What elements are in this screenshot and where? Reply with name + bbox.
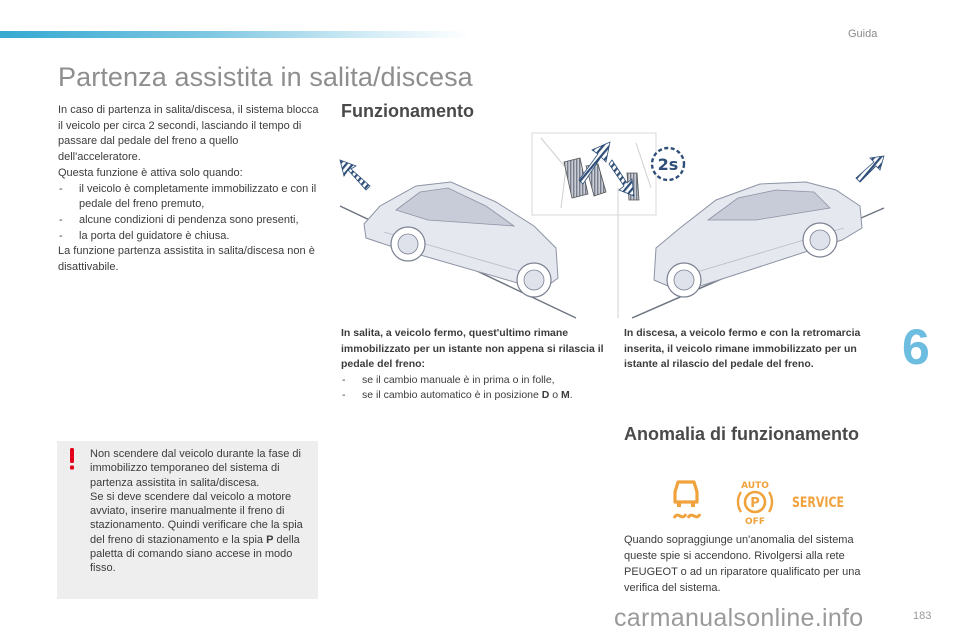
list-item: - il veicolo è completamente immobilizzato e con il pedale del freno premuto, — [58, 182, 320, 213]
page-number: 183 — [913, 610, 932, 622]
car-uphill-drawing — [364, 182, 558, 297]
watermark: carmanualsonline.info — [614, 604, 864, 632]
backward-arrow-icon — [340, 160, 370, 190]
intro-closing: La funzione partenza assistita in salita/discesa non è disattivabile. — [58, 245, 315, 274]
forward-arrow-icon — [856, 156, 884, 182]
chapter-number: 6 — [902, 319, 930, 375]
car-downhill-drawing — [654, 182, 862, 297]
warning-text — [90, 447, 316, 576]
header-accent-bar — [0, 31, 470, 38]
list-item: - alcune condizioni di pendenza sono presenti, — [58, 213, 320, 229]
service-warning-icon — [792, 495, 844, 511]
p-label: P — [750, 496, 760, 511]
gear-m-label: M — [561, 389, 570, 401]
list-item: - se il cambio manuale è in prima o in folle, — [341, 373, 606, 389]
list-item: - la porta del guidatore è chiusa. — [58, 229, 320, 245]
intro-text — [58, 103, 320, 276]
conditions-list — [58, 182, 320, 245]
off-label: OFF — [745, 517, 765, 527]
page-title: Partenza assistita in salita/discesa — [58, 62, 473, 92]
gear-d-label: D — [541, 389, 550, 401]
downhill-description: In discesa, a veicolo fermo e con la retromarcia inserita, il veicolo rimane immobilizzato per un istante al rilascio del pedale del freno. — [624, 327, 861, 370]
uphill-list — [341, 373, 606, 404]
intro-paragraph: In caso di partenza in salita/discesa, il sistema blocca il veicolo per circa 2 secondi, lasciando il tempo di passare dal pedale del freno a quello dell'acceleratore. — [58, 104, 319, 164]
section-label: Guida — [848, 28, 878, 40]
service-label: SERVICE — [792, 495, 844, 511]
anomalia-text: Quando sopraggiunge un'anomalia del sistema queste spie si accendono. Rivolgersi alla rete PEUGEOT o ad un riparatore qualificato per una verifica del sistema. — [624, 534, 861, 594]
warning-paragraph: Non scendere dal veicolo durante la fase di immobilizzo temporaneo del sistema di partenza assistita in salita/discesa. — [90, 448, 301, 489]
pedal-switch-arrow-icon — [579, 142, 634, 196]
conditions-intro: Questa funzione è attiva solo quando: — [58, 166, 243, 179]
section-heading-funzionamento: Funzionamento — [341, 101, 474, 121]
timer-label: 2s — [657, 155, 679, 174]
auto-label: AUTO — [741, 481, 769, 491]
warning-lights-row — [668, 478, 848, 526]
uphill-description — [341, 326, 606, 404]
p-indicator-label: P — [266, 533, 274, 546]
uphill-lead: In salita, a veicolo fermo, quest'ultimo rimane immobilizzato per un istante non appena si rilascia il pedale del freno: — [341, 327, 604, 370]
exclamation-icon — [67, 447, 77, 471]
section-heading-anomalia: Anomalia di funzionamento — [624, 424, 860, 444]
hill-start-illustration — [336, 128, 886, 324]
warning-paragraph: Se si deve scendere dal veicolo a motore avviato, inserire manualmente il freno di stazionamento. Quindi verificare che la spia del freno di stazionamento e la spia P della paletta di comando siano accese in modo fisso. — [90, 490, 303, 575]
timer-icon — [652, 148, 684, 180]
auto-p-off-warning-icon — [738, 481, 772, 527]
list-item: - se il cambio automatico è in posizione D o M. — [341, 388, 606, 404]
skidding-car-warning-icon — [674, 482, 700, 518]
